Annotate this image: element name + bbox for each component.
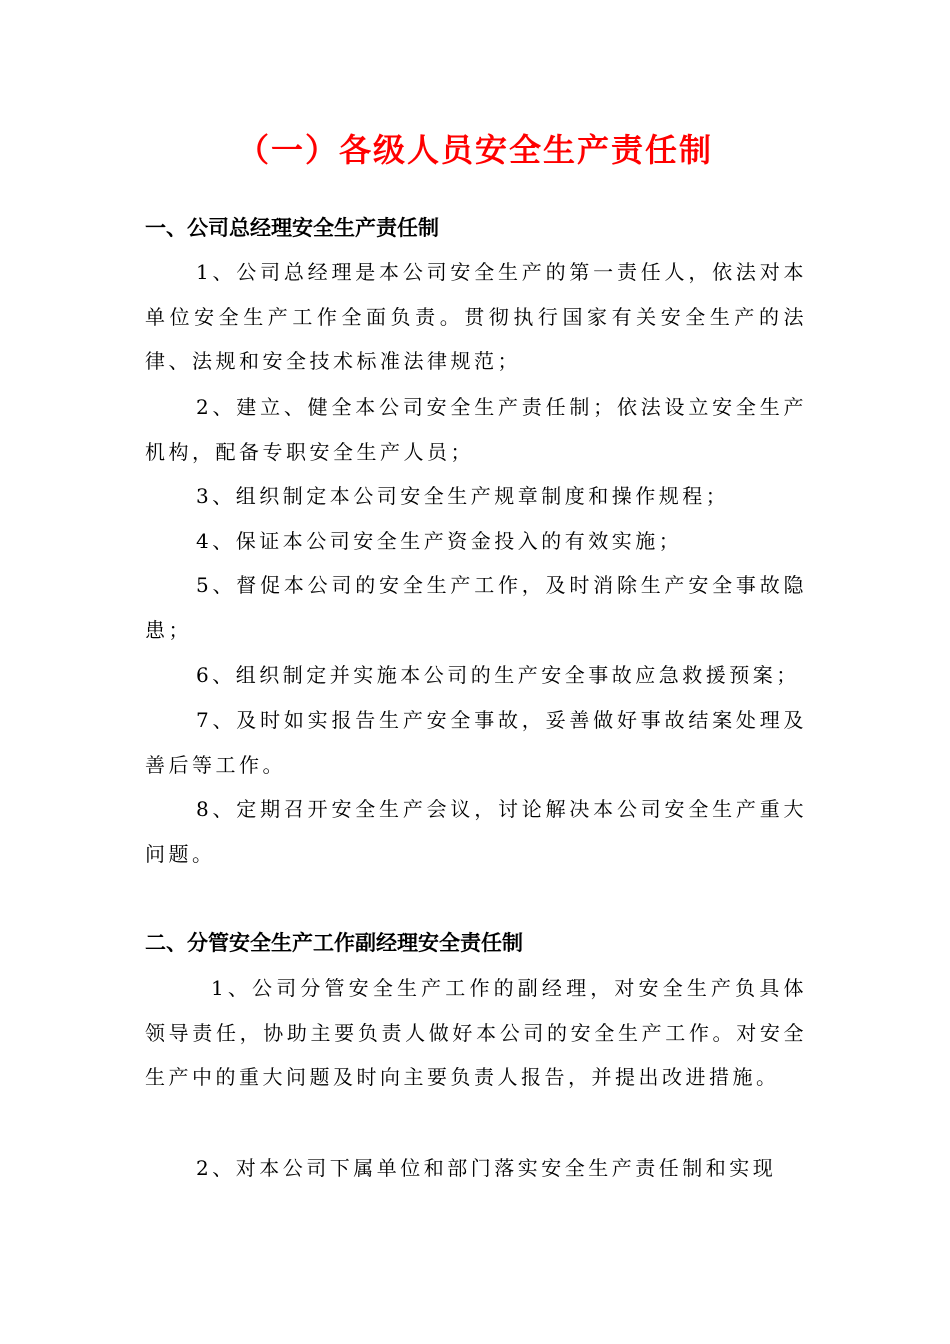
- paragraph-1-5: 5、督促本公司的安全生产工作，及时消除生产安全事故隐患；: [145, 573, 807, 642]
- paragraph-2-2: 2、对本公司下属单位和部门落实安全生产责任制和实现: [196, 1156, 777, 1180]
- paragraph-1-1: 1、公司总经理是本公司安全生产的第一责任人，依法对本单位安全生产工作全面负责。贯彻执行国家有关安全生产的法律、法规和安全技术标准法律规范；: [145, 260, 807, 374]
- section-heading-2: 二、分管安全生产工作副经理安全责任制: [145, 931, 523, 955]
- paragraph-1-4: 4、保证本公司安全生产资金投入的有效实施；: [196, 529, 683, 553]
- paragraph-2-1: 1、公司分管安全生产工作的副经理，对安全生产负具体领导责任，协助主要负责人做好本公司的安全生产工作。对安全生产中的重大问题及时向主要负责人报告，并提出改进措施。: [145, 976, 807, 1090]
- paragraph-1-7: 7、及时如实报告生产安全事故，妥善做好事故结案处理及善后等工作。: [145, 708, 807, 777]
- paragraph-1-6: 6、组织制定并实施本公司的生产安全事故应急救援预案；: [196, 663, 800, 687]
- page-title: （一）各级人员安全生产责任制: [236, 131, 713, 169]
- paragraph-1-8: 8、定期召开安全生产会议，讨论解决本公司安全生产重大问题。: [145, 797, 807, 866]
- paragraph-1-2: 2、建立、健全本公司安全生产责任制；依法设立安全生产机构，配备专职安全生产人员；: [145, 395, 807, 464]
- section-heading-1: 一、公司总经理安全生产责任制: [145, 216, 439, 240]
- paragraph-1-3: 3、组织制定本公司安全生产规章制度和操作规程；: [196, 484, 730, 508]
